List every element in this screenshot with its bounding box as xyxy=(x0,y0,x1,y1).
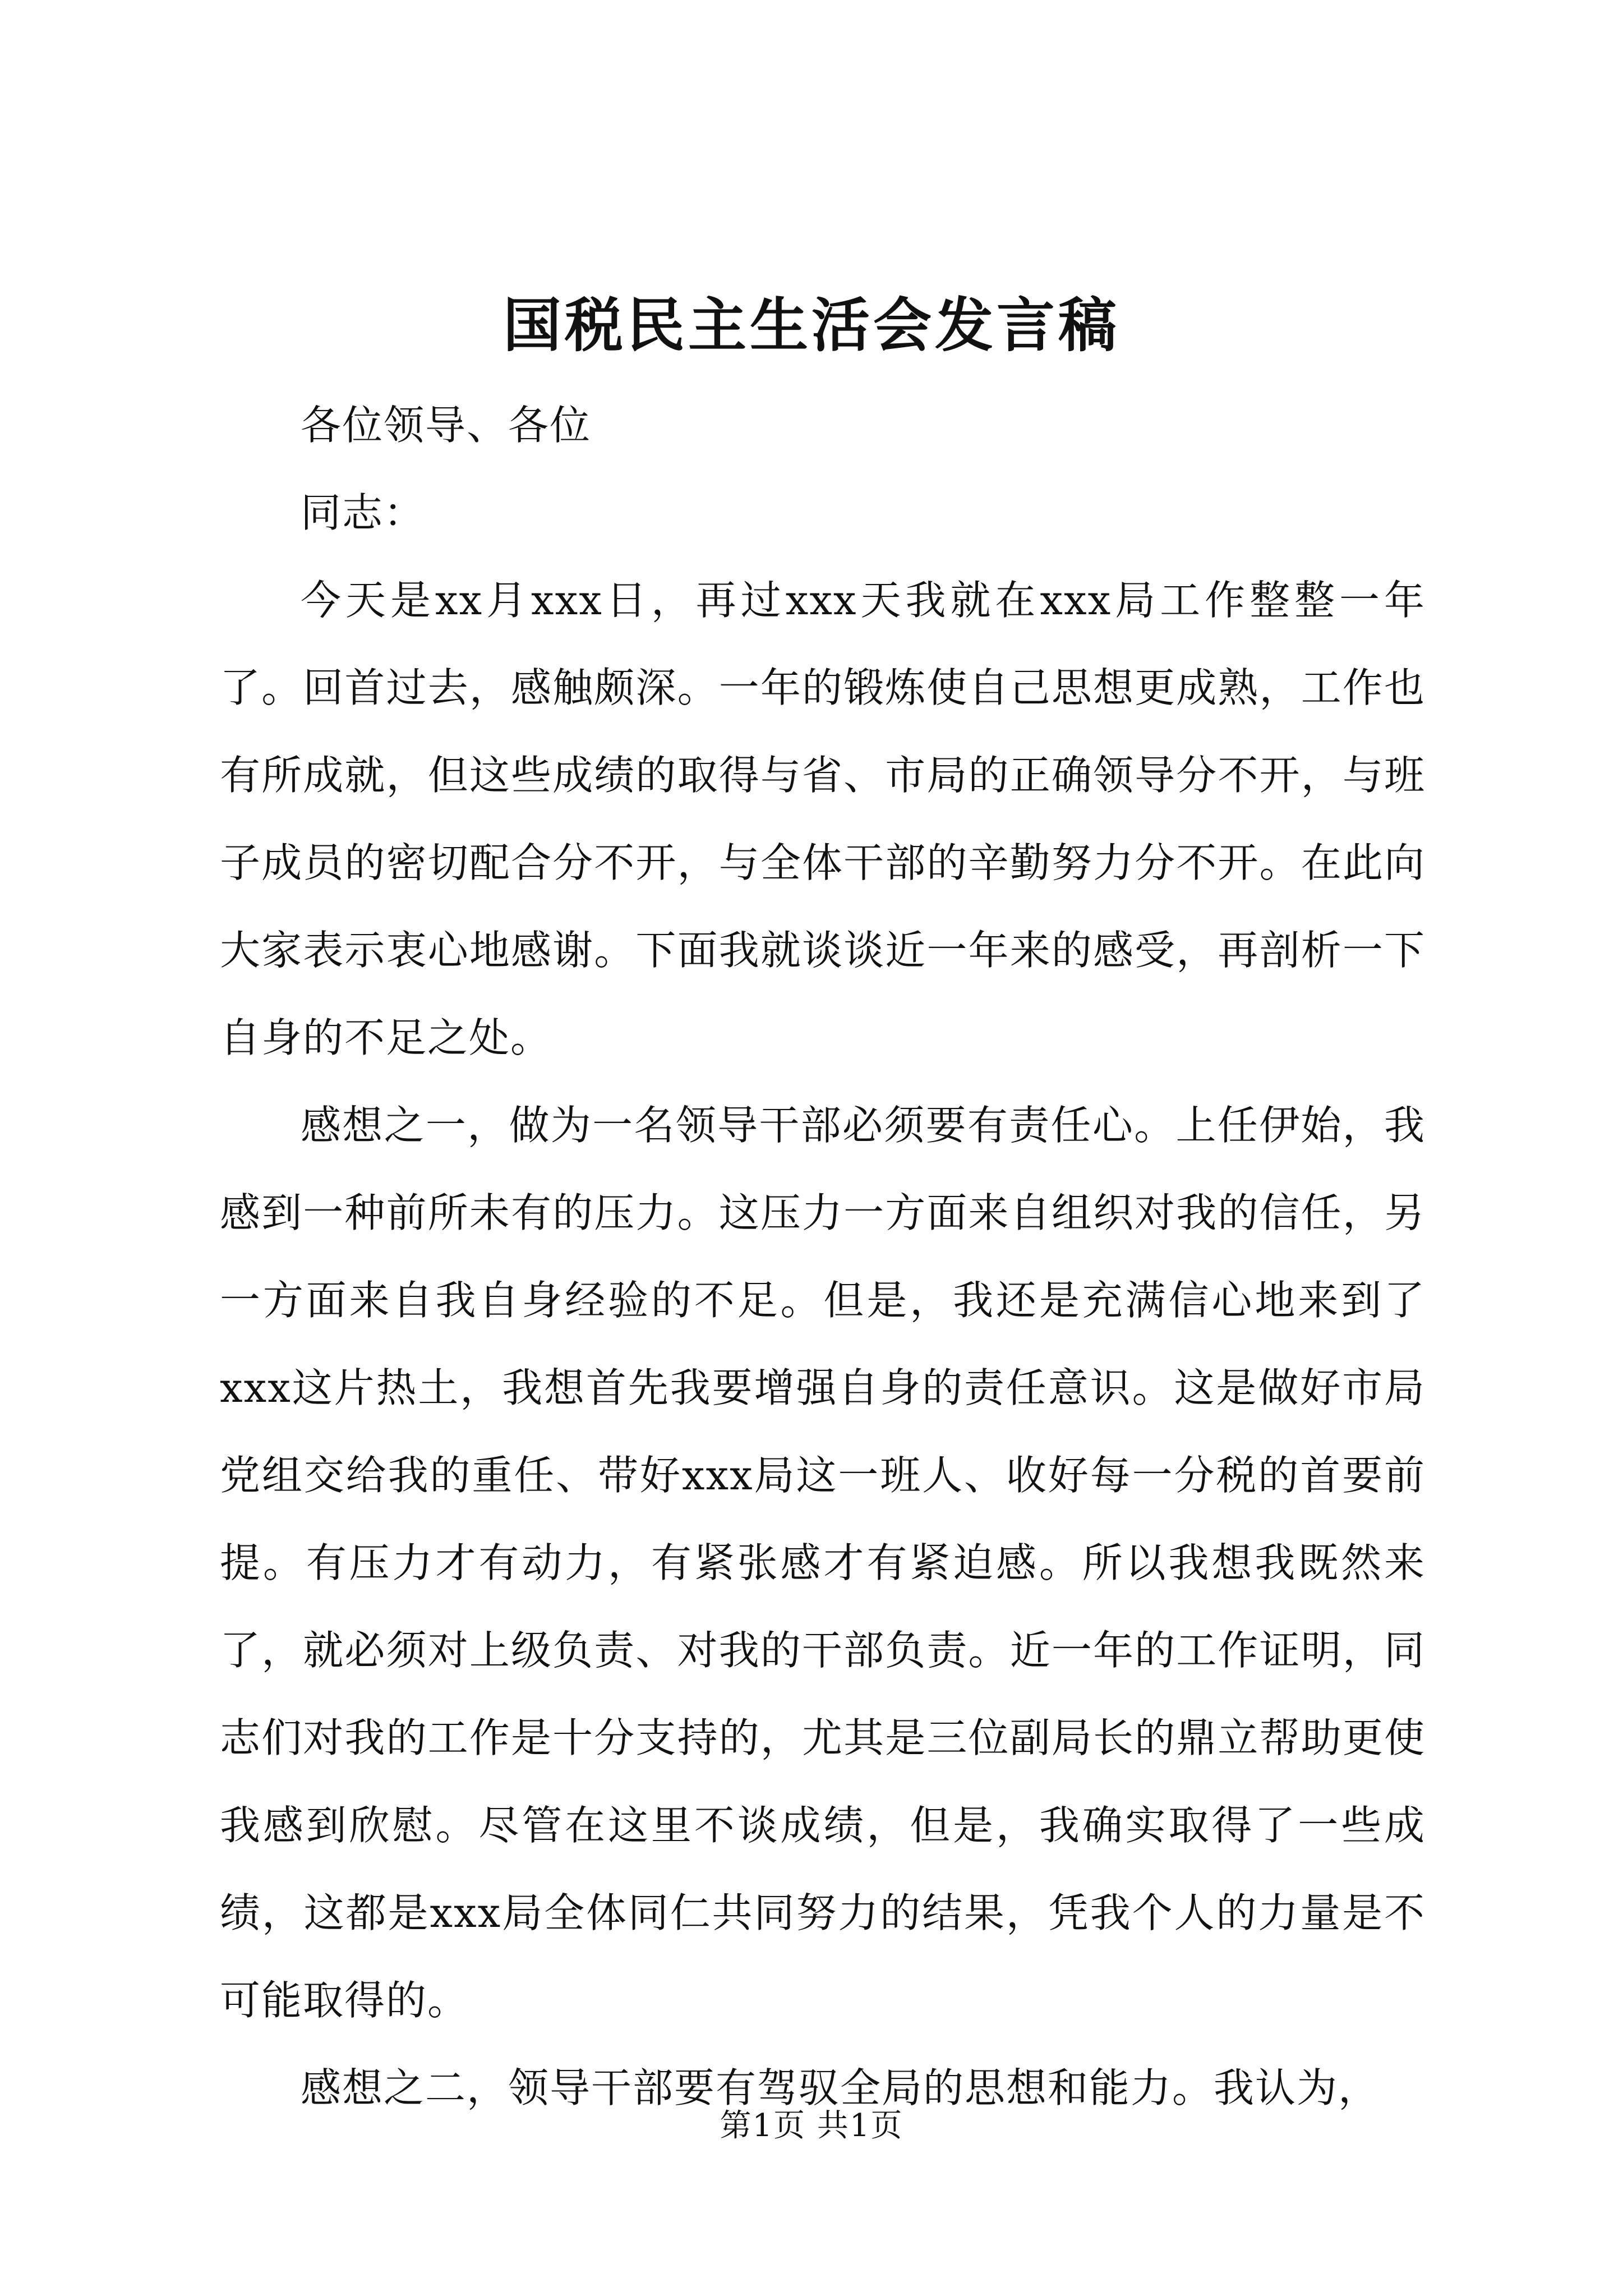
paragraph-intro: 今天是xx月xxx日，再过xxx天我就在xxx局工作整整一年了。回首过去，感触颇深。一年的锻炼使自己思想更成熟，工作也有所成就，但这些成绩的取得与省、市局的正确领导分不开，与班子成员的密切配合分不开，与全体干部的辛勤努力分不开。在此向大家表示衷心地感谢。下面我就谈谈近一年来的感受，再剖析一下自身的不足之处。 xyxy=(220,577,1426,1061)
page-footer: 第1页 共1页 xyxy=(720,2108,903,2144)
document-body xyxy=(220,381,1426,2132)
document-title: 国税民主生活会发言稿 xyxy=(502,291,1120,360)
salutation-line-1: 各位领导、各位 xyxy=(301,402,592,449)
paragraph-thought-two: 感想之二，领导干部要有驾驭全局的思想和能力。我认为， xyxy=(301,2064,1380,2111)
paragraph-thought-one: 感想之一，做为一名领导干部必须要有责任心。上任伊始，我感到一种前所未有的压力。这压力一方面来自组织对我的信任，另一方面来自我自身经验的不足。但是，我还是充满信心地来到了xxx这片热土，我想首先我要增强自身的责任意识。这是做好市局党组交给我的重任、带好xxx局这一班人、收好每一分税的首要前提。有压力才有动力，有紧张感才有紧迫感。所以我想我既然来了，就必须对上级负责、对我的干部负责。近一年的工作证明，同志们对我的工作是十分支持的，尤其是三位副局长的鼎立帮助更使我感到欣慰。尽管在这里不谈成绩，但是，我确实取得了一些成绩，这都是xxx局全体同仁共同努力的结果，凭我个人的力量是不可能取得的。 xyxy=(220,1102,1426,2024)
salutation-line-2: 同志： xyxy=(301,489,426,536)
